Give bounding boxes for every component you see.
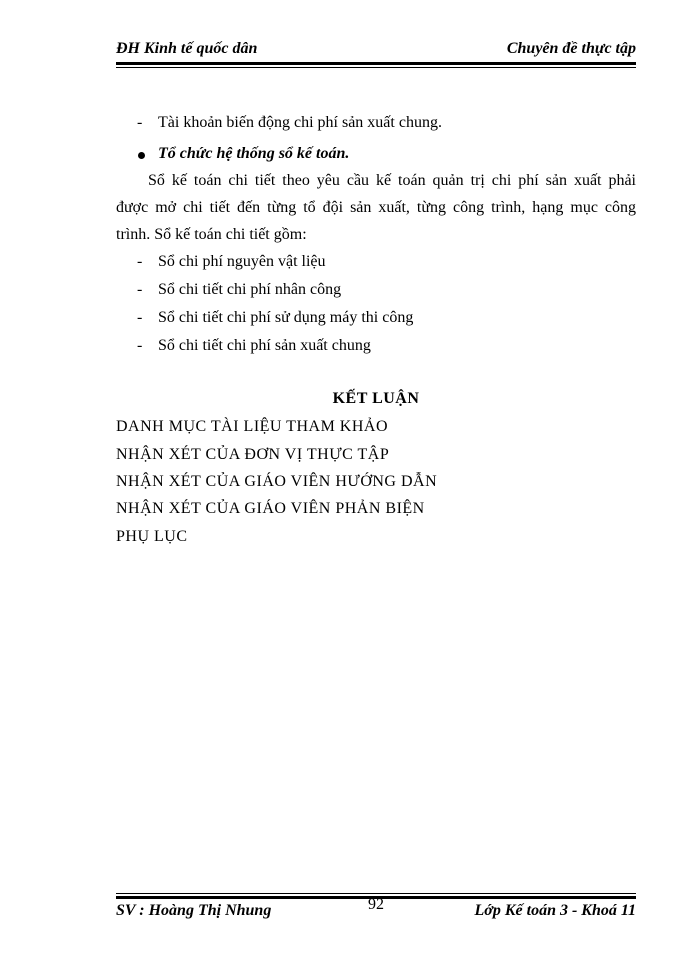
- list-item-text: Sổ chi tiết chi phí nhân công: [158, 281, 342, 298]
- footer-class: Lớp Kế toán 3 - Khoá 11: [474, 902, 636, 919]
- dash-marker: -: [137, 114, 143, 131]
- dash-marker: -: [137, 281, 143, 298]
- section-heading: Tổ chức hệ thống sổ kế toán.: [158, 145, 350, 162]
- header-university: ĐH Kinh tế quốc dân: [116, 40, 258, 57]
- header-rule-thin: [116, 67, 636, 68]
- section-title: PHỤ LỤC: [116, 528, 188, 545]
- list-item-text: Sổ chi tiết chi phí sử dụng máy thi công: [158, 309, 414, 326]
- header-rule-thick: [116, 62, 636, 65]
- list-item-text: Sổ chi tiết chi phí sản xuất chung: [158, 337, 371, 354]
- bullet-icon: [138, 152, 145, 159]
- section-title: NHẬN XÉT CỦA GIÁO VIÊN HƯỚNG DẪN: [116, 473, 438, 490]
- paragraph-line: Sổ kế toán chi tiết theo yêu cầu kế toán quản trị chi phí sản xuất phải: [148, 172, 636, 189]
- dash-marker: -: [137, 253, 143, 270]
- section-title: NHẬN XÉT CỦA ĐƠN VỊ THỰC TẬP: [116, 446, 390, 463]
- page-number: 92: [368, 896, 384, 913]
- paragraph: [116, 167, 636, 248]
- dash-marker: -: [137, 337, 143, 354]
- section-title: NHẬN XÉT CỦA GIÁO VIÊN PHẢN BIỆN: [116, 500, 425, 517]
- footer-rule-thin: [116, 893, 636, 894]
- paragraph-line: được mở chi tiết đến từng tổ đội sản xuất, từng công trình, hạng mục công: [116, 199, 636, 216]
- footer-student-name: SV : Hoàng Thị Nhung: [116, 902, 272, 919]
- conclusion-title: KẾT LUẬN: [332, 390, 420, 407]
- section-title: DANH MỤC TÀI LIỆU THAM KHẢO: [116, 418, 389, 435]
- list-item-text: Sổ chi phí nguyên vật liệu: [158, 253, 326, 270]
- dash-marker: -: [137, 309, 143, 326]
- header-document-type: Chuyên đề thực tập: [506, 40, 636, 57]
- list-item-text: Tài khoản biến động chi phí sản xuất chung.: [158, 114, 442, 131]
- paragraph-line: trình. Sổ kế toán chi tiết gồm:: [116, 226, 307, 243]
